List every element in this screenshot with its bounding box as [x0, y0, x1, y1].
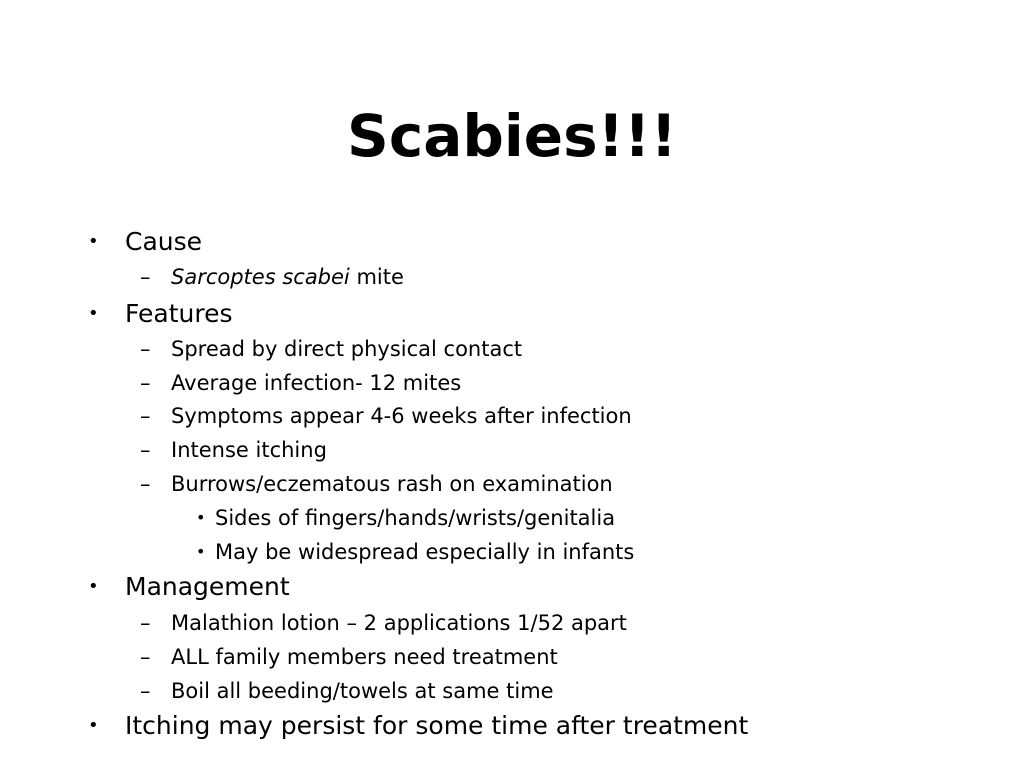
dash-marker: – — [140, 679, 151, 703]
bullet-marker: • — [88, 576, 99, 597]
species-name: Sarcoptes scabei — [171, 265, 350, 289]
sub-bullet-text: Burrows/eczematous rash on examination — [171, 472, 613, 496]
sub-bullet-text: ALL family members need treatment — [171, 645, 558, 669]
bullet-text: Cause — [125, 227, 203, 256]
dash-marker: – — [140, 404, 151, 428]
bullet-text: Itching may persist for some time after treatment — [125, 711, 749, 740]
sub-sub-bullet-text: May be widespread especially in infants — [215, 540, 635, 564]
bullet-text: Features — [125, 299, 233, 328]
sub-sub-bullet-text: Sides of fingers/hands/wrists/genitalia — [215, 506, 616, 530]
sub-bullet-text: Symptoms appear 4-6 weeks after infection — [171, 404, 632, 428]
bullet-text: Management — [125, 572, 290, 601]
dash-marker: – — [140, 472, 151, 496]
bullet-marker: • — [88, 715, 99, 736]
dot-marker: • — [196, 542, 206, 561]
sub-bullet-text: Malathion lotion – 2 applications 1/52 apart — [171, 611, 627, 635]
dash-marker: – — [140, 265, 151, 289]
dash-marker: – — [140, 337, 151, 361]
dash-marker: – — [140, 438, 151, 462]
sub-bullet-text: Boil all beeding/towels at same time — [171, 679, 554, 703]
dash-marker: – — [140, 611, 151, 635]
dot-marker: • — [196, 508, 206, 527]
dash-marker: – — [140, 645, 151, 669]
slide-title: Scabies!!! — [347, 102, 677, 170]
sub-bullet-text: Spread by direct physical contact — [171, 337, 523, 361]
sub-bullet-text — [171, 262, 404, 292]
dash-marker: – — [140, 371, 151, 395]
sub-bullet-text: Average infection- 12 mites — [171, 371, 462, 395]
sub-bullet-text: Intense itching — [171, 438, 327, 462]
species-suffix: mite — [349, 265, 404, 289]
bullet-marker: • — [88, 231, 99, 252]
bullet-marker: • — [88, 303, 99, 324]
